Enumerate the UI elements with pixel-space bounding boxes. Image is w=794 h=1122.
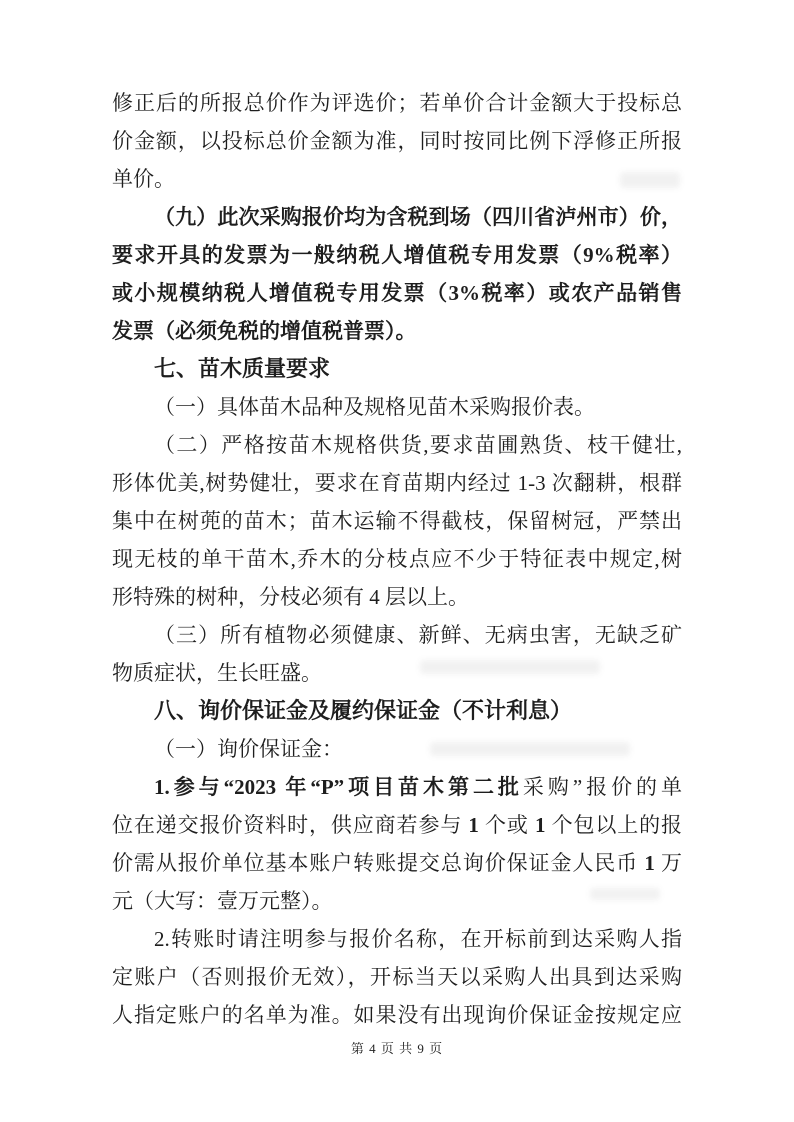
text-run: 八、询价保证金及履约保证金（不计利息） [154,698,573,723]
text-run: （九）此次采购报价均为含税到场（四川省泸州市）价， [154,205,682,229]
text-run: 2.转账时请注明参与报价名称，在开标前到达采购人指 [154,927,682,951]
text-line [112,502,682,540]
text-run: 万 [654,851,682,875]
text-line [112,654,682,692]
text-line [112,844,682,882]
text-run: 现无枝的单干苗木,乔木的分枝点应不少于特征表中规定,树 [112,547,682,571]
text-line [112,996,682,1034]
text-line [112,274,682,312]
text-run: （一）具体苗木品种及规格见苗木采购报价表。 [154,395,595,419]
text-run: 1 [644,851,655,875]
text-run: 价需从报价单位基本账户转账提交总询价保证金人民币 [112,851,645,875]
text-line [112,84,682,122]
text-run: 要求开具的发票为一般纳税人增值税专用发票（9%税率） [112,243,682,267]
text-run: 形特殊的树种，分枝必须有 4 层以上。 [112,585,469,609]
document-content [112,84,682,1034]
text-line [112,312,682,350]
text-run: （二）严格按苗木规格供货,要求苗圃熟货、枝干健壮, [154,433,682,457]
text-line [112,768,682,806]
text-run: 人指定账户的名单为准。如果没有出现询价保证金按规定应 [112,1003,682,1027]
text-line [112,426,682,464]
text-line [112,882,682,920]
text-run: 定账户（否则报价无效），开标当天以采购人出具到达采购 [112,965,682,989]
text-line [112,730,682,768]
text-line [112,350,682,388]
text-line [112,464,682,502]
text-run: 采购”报价的单 [522,775,682,799]
text-run: 个或 [478,813,535,837]
text-line [112,920,682,958]
text-line [112,198,682,236]
text-run: 元（大写：壹万元整）。 [112,889,333,913]
text-run: 1 [534,813,546,837]
text-run: 或小规模纳税人增值税专用发票（3%税率）或农产品销售 [112,281,682,305]
text-line [112,236,682,274]
text-run: （三）所有植物必须健康、新鲜、无病虫害，无缺乏矿 [154,623,682,647]
text-line [112,578,682,616]
text-run: 发票（必须免税的增值税普票）。 [112,319,417,343]
text-line [112,540,682,578]
page-footer: 第 4 页 共 9 页 [350,1041,444,1056]
text-line [112,160,682,198]
text-run: 七、苗木质量要求 [154,356,331,381]
text-run: 价金额，以投标总价金额为准，同时按同比例下浮修正所报 [112,129,682,153]
text-run: 单价。 [112,167,175,191]
text-run: 1.参与“2023 年“P”项目苗木第二批 [154,775,523,799]
text-line [112,122,682,160]
text-line [112,616,682,654]
text-run: 个包以上的报 [545,813,682,837]
text-run: 物质症状，生长旺盛。 [112,661,322,685]
text-run: 位在递交报价资料时，供应商若参与 [112,813,469,837]
text-run: （一）询价保证金： [154,737,343,761]
text-run: 形体优美,树势健壮，要求在育苗期内经过 1-3 次翻耕，根群 [112,471,682,495]
text-run: 集中在树蔸的苗木；苗木运输不得截枝，保留树冠，严禁出 [112,509,682,533]
text-line [112,388,682,426]
text-line [112,806,682,844]
text-run: 1 [468,813,479,837]
text-line [112,692,682,730]
text-run: 修正后的所报总价作为评选价；若单价合计金额大于投标总 [112,91,682,115]
text-line [112,958,682,996]
